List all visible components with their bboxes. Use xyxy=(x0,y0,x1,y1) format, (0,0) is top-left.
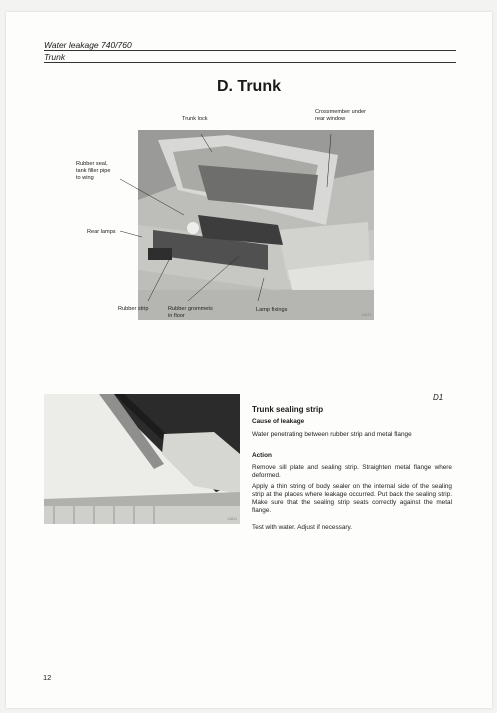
label-lamp-fixings: Lamp fixings xyxy=(256,307,288,313)
page-number: 12 xyxy=(43,673,52,682)
cause-heading: Cause of leakage xyxy=(252,418,305,425)
label-leader-lines xyxy=(6,12,492,708)
label-trunk-lock: Trunk lock xyxy=(182,116,208,122)
page-title: D. Trunk xyxy=(216,78,281,95)
section-id: D1 xyxy=(433,393,444,402)
label-crossmember: Crossmember under rear window xyxy=(315,109,366,122)
action-text-1: Remove sill plate and sealing strip. Straighten metal flange where deformed. xyxy=(252,464,452,479)
label-rubber-grommets: Rubber grommets in floor xyxy=(168,306,213,319)
running-header: Water leakage 740/760 xyxy=(44,40,132,50)
label-rubber-seal: Rubber seal, tank filler pipe to wing xyxy=(76,161,111,181)
action-text-3: Test with water. Adjust if necessary. xyxy=(252,524,353,531)
sealing-strip-illustration xyxy=(44,394,240,524)
section-header: Trunk xyxy=(44,52,66,62)
action-heading: Action xyxy=(252,452,272,459)
action-text-2: Apply a thin string of body sealer on the internal side of the sealing strip at the places where leakage occurred. Put back the sealing strip. Make sure that the sealing strip seats correctly against the metal flange. xyxy=(252,483,452,514)
label-rubber-strip: Rubber strip xyxy=(118,306,149,312)
section-title: Trunk sealing strip xyxy=(252,405,324,414)
photo-code: 14823 xyxy=(361,313,371,317)
cause-text: Water penetrating between rubber strip and metal flange xyxy=(252,431,412,438)
document-page xyxy=(6,12,492,708)
photo-code-2: 14824 xyxy=(227,517,237,521)
sealing-strip-photo xyxy=(44,394,240,524)
label-rear-lamps: Rear lamps xyxy=(87,229,116,235)
